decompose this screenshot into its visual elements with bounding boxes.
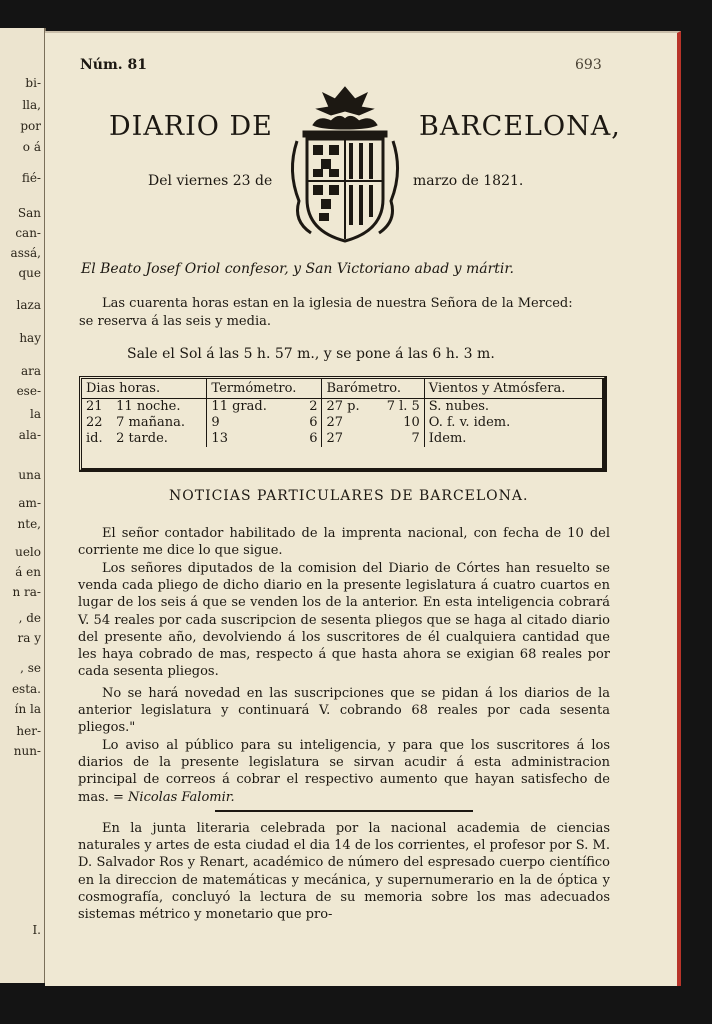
- table-row: [82, 431, 602, 447]
- saints-of-day: El Beato Josef Oriol confesor, y San Victoriano abad y mártir.: [81, 261, 515, 277]
- facing-page-text: ala-: [18, 428, 41, 442]
- facing-page-text: que: [18, 266, 41, 280]
- facing-page-text: o á: [22, 140, 41, 154]
- facing-page-text: laza: [16, 298, 41, 312]
- facing-page-text: esta.: [11, 682, 41, 696]
- facing-page-text: fié-: [21, 171, 41, 185]
- cell: 11 grad.: [211, 399, 267, 414]
- cell: 6: [298, 431, 322, 447]
- facing-page-text: I.: [32, 923, 41, 937]
- section-title: NOTICIAS PARTICULARES DE BARCELONA.: [169, 488, 529, 504]
- cell: 2: [298, 399, 322, 416]
- weather-table: [79, 376, 607, 472]
- forty-hours-line-2: se reserva á las seis y media.: [79, 314, 271, 329]
- cell: 10: [373, 415, 424, 431]
- cell: 22: [86, 415, 103, 430]
- paragraph-3: No se hará novedad en las suscripciones que se pidan á los diarios de la anterior legislatura y continuará V. cobrando 68 reales por cada sesenta pliegos.": [78, 686, 610, 736]
- paragraph-5: En la junta literaria celebrada por la nacional academia de ciencias naturales y artes de esta ciudad el dia 14 de los corrientes, el profesor por S. M. D. Salvador Ros y Renart, académico de número del espresado cuerpo científico en la direccion de matemáticas y mecánica, y supernumerario en la de óptica y cosmografía, concluyó la lectura de su memoria sobre los mas adecuados sistemas métrico y monetario que pro-: [78, 821, 610, 923]
- cell: 7: [373, 431, 424, 447]
- facing-page-text: lla,: [22, 98, 41, 112]
- facing-page-text: ese-: [16, 384, 41, 398]
- date-right: marzo de 1821.: [413, 173, 524, 189]
- cell: 6: [298, 415, 322, 431]
- cell: 7 mañana.: [112, 415, 207, 431]
- date-left: Del viernes 23 de: [148, 173, 273, 189]
- masthead-left: DIARIO DE: [109, 111, 273, 142]
- cell: 21: [86, 399, 103, 414]
- facing-page-text: her-: [16, 724, 41, 738]
- masthead-right: BARCELONA,: [419, 111, 621, 142]
- newspaper-page: [45, 31, 681, 986]
- facing-page-text: por: [20, 119, 41, 133]
- page-number: 693: [575, 57, 602, 73]
- facing-page-text: nte,: [17, 517, 41, 531]
- cell: S. nubes.: [428, 399, 490, 414]
- facing-page-text: am-: [18, 496, 41, 510]
- paragraph-4: [78, 737, 610, 806]
- facing-page-text: ara: [20, 364, 41, 378]
- cell: 13: [211, 431, 228, 446]
- issue-number: Núm. 81: [80, 57, 148, 73]
- header-days-hours: Dias horas.: [82, 379, 207, 399]
- facing-page-text: , se: [20, 661, 41, 675]
- facing-page-text: n ra-: [12, 585, 41, 599]
- coat-of-arms-icon: [283, 81, 407, 246]
- cell: 7 l. 5: [373, 399, 424, 416]
- facing-page-text: bi-: [25, 76, 41, 90]
- cell: 27 p.: [326, 399, 360, 414]
- forty-hours-line-1: Las cuarenta horas estan en la iglesia de nuestra Señora de la Merced:: [102, 296, 573, 311]
- facing-page-text: á en: [15, 565, 41, 579]
- paragraph-4-text: Lo aviso al público para su inteligencia, y para que los suscritores á los diarios de la presente legislatura se sirvan acudir á esta administracion principal de correos á cobrar el respectivo aumento que hayan satisfecho de mas. =: [78, 738, 610, 805]
- facing-page-fragment: [0, 28, 46, 983]
- table-row: [82, 415, 602, 431]
- sunrise-sunset: Sale el Sol á las 5 h. 57 m., y se pone á las 6 h. 3 m.: [127, 346, 495, 362]
- paragraph-1: El señor contador habilitado de la imprenta nacional, con fecha de 10 del corriente me dice lo que sigue.: [78, 526, 610, 559]
- section-divider: [215, 810, 473, 812]
- cell: 2 tarde.: [112, 431, 207, 447]
- facing-page-text: can-: [15, 226, 41, 240]
- paragraph-2: Los señores diputados de la comision del Diario de Córtes han resuelto se venda cada pliego de dicho diario en la presente legislatura á cuatro cuartos en lugar de los seis á que se venden los de la anterior. En esta inteligencia cobrará V. 54 reales por cada suscripcion de sesenta pliegos que se haga al citado diario del presente año, devolviendo á los suscritores de él cualquiera cantidad que les haya cobrado de mas, respecto á que hasta ahora se exigian 68 reales por cada sesenta pliegos.: [78, 561, 610, 680]
- facing-page-text: ín la: [14, 702, 41, 716]
- facing-page-text: una: [18, 468, 41, 482]
- facing-page-text: la: [30, 407, 41, 421]
- cell: id.: [86, 431, 103, 446]
- facing-page-text: assá,: [10, 246, 41, 260]
- facing-page-text: ra y: [17, 631, 41, 645]
- facing-page-text: San: [17, 206, 41, 220]
- facing-page-text: nun-: [13, 744, 41, 758]
- cell: 27: [326, 431, 344, 446]
- header-barometer: Barómetro.: [322, 379, 424, 399]
- header-winds: Vientos y Atmósfera.: [424, 379, 602, 399]
- facing-page-text: uelo: [15, 545, 41, 559]
- cell: 9: [211, 415, 220, 430]
- facing-page-text: , de: [18, 611, 41, 625]
- header-thermometer: Termómetro.: [207, 379, 322, 399]
- cell: 27: [326, 415, 344, 430]
- cell: 11 noche.: [112, 399, 207, 416]
- signature: Nicolas Falomir.: [128, 789, 235, 805]
- cell: Idem.: [428, 431, 467, 446]
- table-row: [82, 399, 602, 416]
- cell: O. f. v. idem.: [428, 415, 511, 430]
- facing-page-text: hay: [19, 331, 41, 345]
